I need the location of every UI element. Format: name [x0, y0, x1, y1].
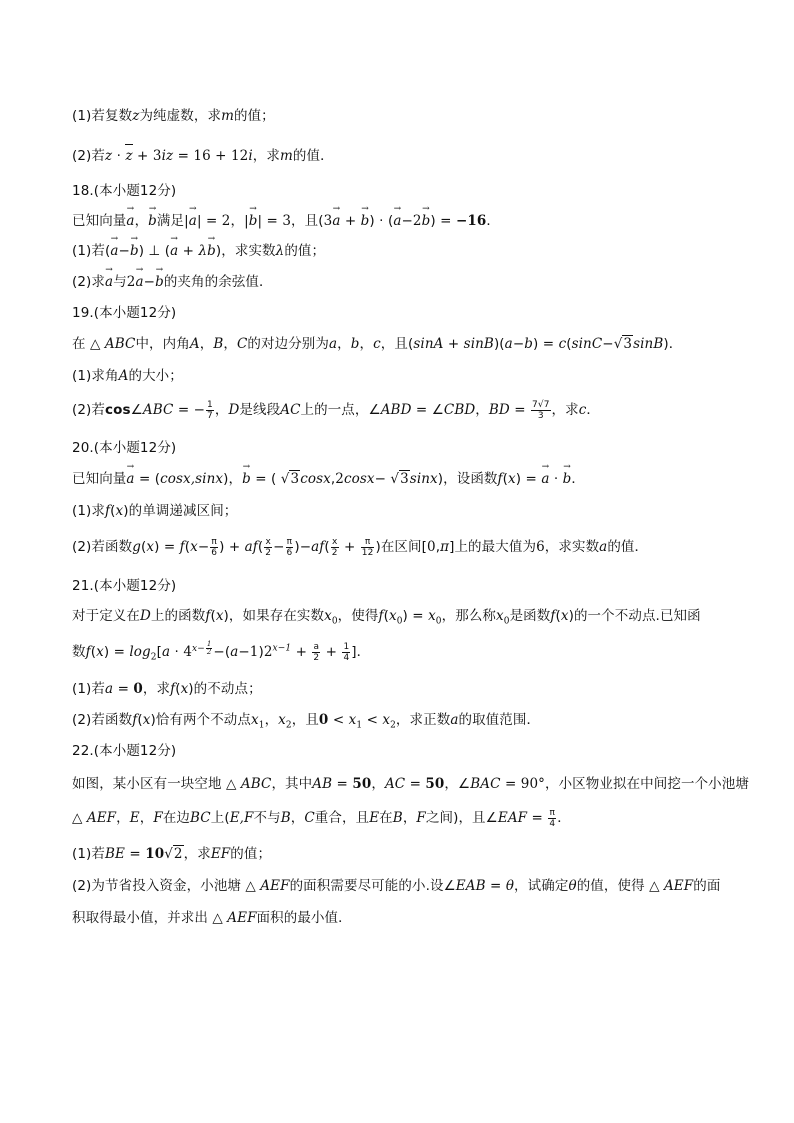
q21-part1: (1)若a = 0，求f(x)的不动点；	[72, 681, 262, 697]
q21-statement-1: 对于定义在D上的函数f(x)，如果存在实数$x_0$，使得$f(x_0) = x_0$，那么称$x_0$是函数f(x)的一个不动点.已知函	[72, 608, 701, 627]
q18-statement: 已知向量→ a，→ b满足|→ a| = 2，|→ b| = 3，且(3→ a + → b) · (→ a−2→ b) = −16．	[72, 209, 500, 229]
q18-part1: (1)若(→ a−→ b) ⊥ (→ a + λ→ b)，求实数λ的值；	[72, 239, 325, 259]
q22-statement-1: 如图，某小区有一块空地 △ ABC，其中AB = 50，AC = 50，∠BAC = 90°，小区物业拟在中间挖一个小池塘	[72, 776, 749, 792]
q22-part2-2: 积取得最小值，并求出 △ AEF面积的最小值．	[72, 910, 352, 926]
q22-heading: 22.(本小题12分)	[72, 743, 177, 759]
q20-heading: 20.(本小题12分)	[72, 440, 177, 456]
q21-part2: (2)若函数f(x)恰有两个不动点$x_1$，$x_2$，且$0 < x_1 < x_2$，求正数a的取值范围．	[72, 712, 541, 731]
q21-heading: 21.(本小题12分)	[72, 578, 177, 594]
q22-part2-1: (2)为节省投入资金，小池塘 △ AEF的面积需要尽可能的小.设∠EAB = θ，试确定θ的值，使得 △ AEF的面	[72, 878, 721, 894]
q19-heading: 19.(本小题12分)	[72, 305, 177, 321]
q18-part2: (2)求→ a与2→ a−→ b的夹角的余弦值．	[72, 270, 273, 290]
q17-part2: (2)若z · z + 3iz = 16 + 12i，求m的值．	[72, 148, 334, 164]
q18-heading: 18.(本小题12分)	[72, 183, 177, 199]
q19-part2: (2)若cos∠ABC = − $\frac{1}{7}$ ，D是线段AC上的一点，∠ABD = ∠CBD，BD = $\frac{7√7}{3}$ ，求c．	[72, 399, 601, 421]
q20-part2: (2)若函数g(x) = f(x− $\frac{\pi}{6}$ ) + af( $\frac{x}{2}$ − $\frac{\pi}{6}$ )−af( $\frac{x}{2}$ + $\frac{\pi}{12}$ )在区间[0,π]上的最大值为6，求实数a的值．	[72, 536, 649, 558]
q20-statement: 已知向量→ a = (cosx,sinx)，→ b = ( √3cosx,2cosx− √3sinx)，设函数f(x) = → a · → b．	[72, 467, 585, 487]
q20-part1: (1)求f(x)的单调递减区间；	[72, 503, 238, 519]
q17-part1: (1)若复数z为纯虚数，求m的值；	[72, 108, 275, 124]
q22-statement-2: △ AEF，E，F在边BC上(E,F不与B，C重合，且E在B，F之间)，且∠EAF = $\frac{\pi}{4}$ ．	[72, 807, 571, 829]
q19-part1: (1)求角A的大小；	[72, 368, 183, 384]
q21-statement-2: 数$f(x) = \log_2[a \cdot 4^{x- \frac{1}{2}}$ $-(a-1)2^{x-1}$ + $\frac{a}{2}$ + $\frac{1}{4}$ ]．	[72, 639, 371, 663]
q22-part1: (1)若BE = 10√2，求EF的值；	[72, 846, 272, 862]
q19-statement: 在 △ ABC中，内角A，B，C的对边分别为a，b，c，且(sinA + sinB)(a−b) = c(sinC−√3sinB)．	[72, 336, 683, 352]
